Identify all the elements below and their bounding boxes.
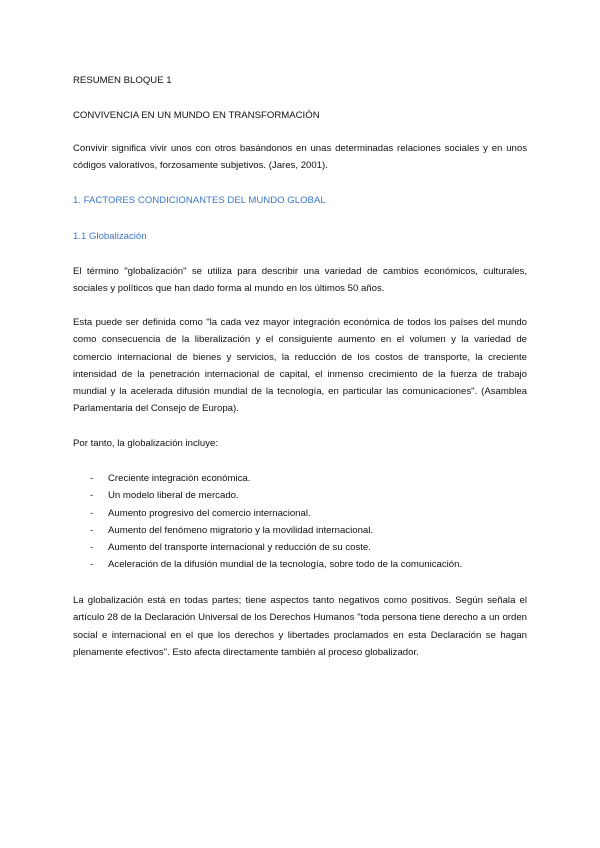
list-item <box>73 556 527 573</box>
list-item <box>73 470 527 487</box>
bullet-dash: - <box>90 490 94 502</box>
list-item-text: Aumento progresivo del comercio internacional. <box>108 507 311 519</box>
subsection-heading: 1.1 Globalización <box>73 231 147 242</box>
list-item <box>73 505 527 522</box>
intro-paragraph: Convivir significa vivir unos con otros basándonos en unas determinadas relaciones sociales y en unos códigos valorativos, forzosamente subjetivos. (Jares, 2001). <box>73 143 527 172</box>
list-intro: Por tanto, la globalización incluye: <box>73 438 219 449</box>
list-item <box>73 539 527 556</box>
paragraph-closing: La globalización está en todas partes; tiene aspectos tanto negativos como positivos. Según señala el artículo 28 de la Declaración Universal de los Derechos Humanos "toda persona tiene derecho a un orden social e internacional en el que los derechos y libertades proclamados en esta Declaración se hagan plenamente efectivos". Esto afecta directamente también al proceso globalizador. <box>73 595 527 658</box>
paragraph-definition: El término "globalización" se utiliza para describir una variedad de cambios económicos, culturales, sociales y políticos que han dado forma al mundo en los últimos 50 años. <box>73 266 527 295</box>
bullet-dash: - <box>90 524 94 536</box>
list-item-text: Aumento del transporte internacional y reducción de su coste. <box>108 542 371 554</box>
bullet-dash: - <box>90 542 94 554</box>
list-item-text: Creciente integración económica. <box>108 473 251 484</box>
list-item-text: Un modelo liberal de mercado. <box>108 490 239 502</box>
document-subtitle: CONVIVENCIA EN UN MUNDO EN TRANSFORMACIÓN <box>73 110 320 121</box>
bullet-dash: - <box>90 473 94 484</box>
list-item-text: Aceleración de la difusión mundial de la tecnología, sobre todo de la comunicación. <box>108 559 463 571</box>
document-title: RESUMEN BLOQUE 1 <box>73 75 172 86</box>
bullet-dash: - <box>90 507 94 519</box>
section-heading: 1. FACTORES CONDICIONANTES DEL MUNDO GLOBAL <box>73 195 326 206</box>
list-item <box>73 522 527 539</box>
globalization-list <box>73 470 527 574</box>
list-item <box>73 487 527 504</box>
paragraph-quote: Esta puede ser definida como "la cada vez mayor integración económica de todos los países del mundo como consecuencia de la liberalización y el consiguiente aumento en el volumen y la variedad de comercio internacional de bienes y servicios, la reducción de los costos de transporte, la creciente intensidad de la penetración internacional de capital, el inmenso crecimiento de la fuerza de trabajo mundial y la acelerada difusión mundial de la tecnología, en particular las comunicaciones". (Asamblea Parlamentaria del Consejo de Europa). <box>73 317 527 415</box>
bullet-dash: - <box>90 559 94 571</box>
list-item-text: Aumento del fenómeno migratorio y la movilidad internacional. <box>108 524 374 536</box>
